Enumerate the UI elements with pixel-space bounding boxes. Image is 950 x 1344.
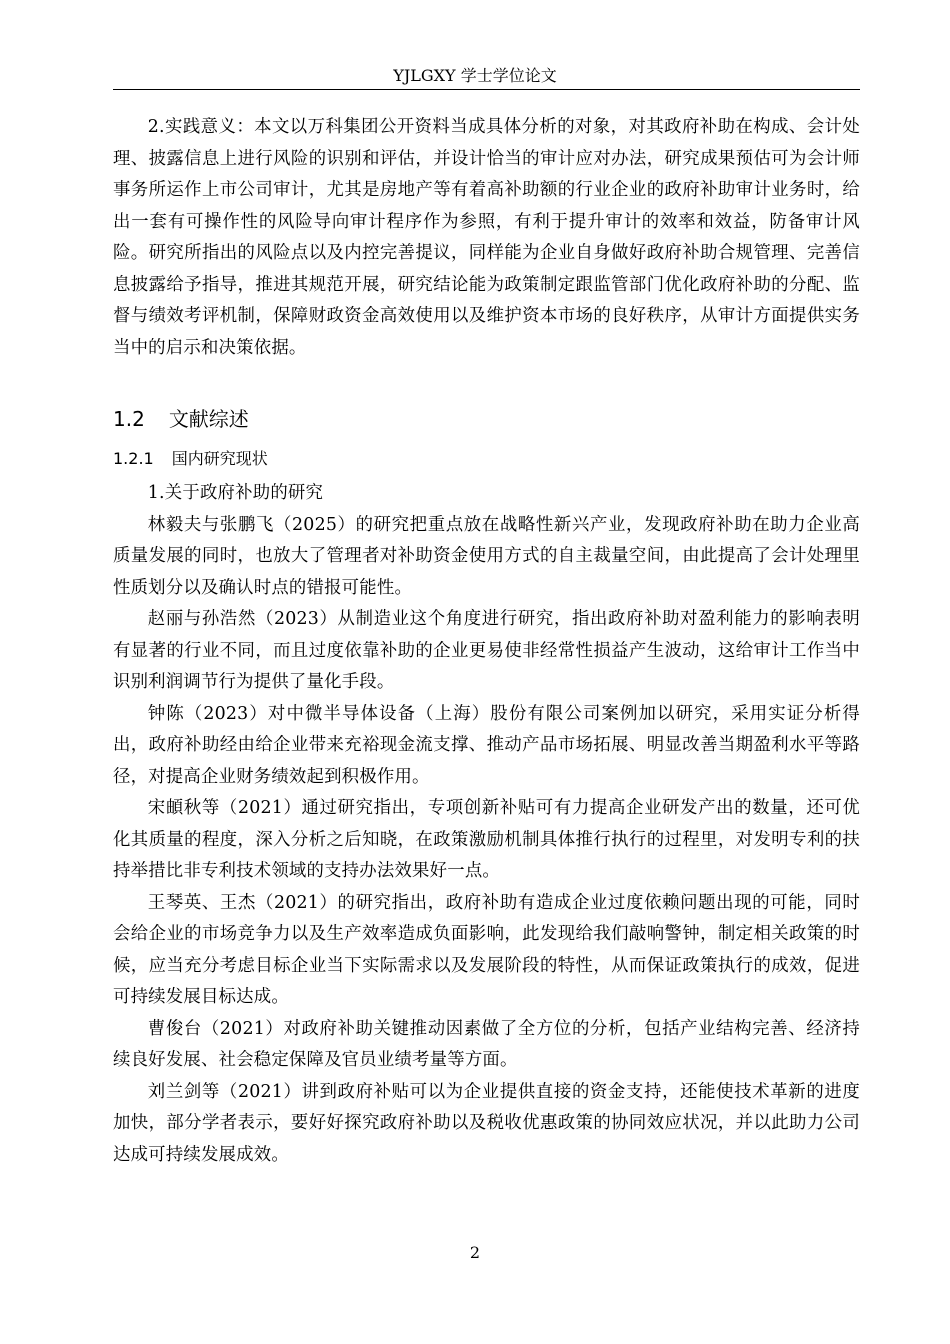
body-paragraph: 宋頔秋等（2021）通过研究指出，专项创新补贴可有力提高企业研发产出的数量，还可优化其质量的程度，深入分析之后知晓，在政策激励机制具体推行执行的过程里，对发明专利的扶持举措比非专利技术领域的支持办法效果好一点。 — [113, 798, 860, 881]
body-paragraph: 曹俊台（2021）对政府补助关键推动因素做了全方位的分析，包括产业结构完善、经济持续良好发展、社会稳定保障及官员业绩考量等方面。 — [113, 1018, 860, 1070]
practical-significance-paragraph: 2.实践意义：本文以万科集团公开资料当成具体分析的对象，对其政府补助在构成、会计处理、披露信息上进行风险的识别和评估，并设计恰当的审计应对办法，研究成果预估可为会计师事务所运作上市公司审计，尤其是房地产等有着高补助额的行业企业的政府补助审计业务时，给出一套有可操作性的风险导向审计程序作为参照，有利于提升审计的效率和效益，防备审计风险。研究所指出的风险点以及内控完善提议，同样能为企业自身做好政府补助合规管理、完善信息披露给予指导，推进其规范开展，研究结论能为政策制定跟监管部门优化政府补助的分配、监督与绩效考评机制，保障财政资金高效使用以及维护资本市场的良好秩序，从审计方面提供实务当中的启示和决策依据。 — [113, 117, 860, 358]
body-paragraph: 赵丽与孙浩然（2023）从制造业这个角度进行研究，指出政府补助对盈利能力的影响表明有显著的行业不同，而且过度依靠补助的企业更易使非经常性损益产生波动，这给审计工作当中识别利润调节行为提供了量化手段。 — [113, 609, 860, 692]
topic-heading-paragraph: 1.关于政府补助的研究 — [147, 483, 324, 503]
body-paragraph: 林毅夫与张鹏飞（2025）的研究把重点放在战略性新兴产业，发现政府补助在助力企业高质量发展的同时，也放大了管理者对补助资金使用方式的自主裁量空间，由此提高了会计处理里性质划分以及确认时点的错报可能性。 — [113, 514, 860, 598]
subsection-title: 国内研究现状 — [171, 449, 268, 468]
body-paragraph: 刘兰剑等（2021）讲到政府补贴可以为企业提供直接的资金支持，还能使技术革新的进度加快，部分学者表示，要好好探究政府补助以及税收优惠政策的协同效应状况，并以此助力公司达成可持续发展成效。 — [113, 1081, 860, 1165]
subsection-number: 1.2.1 — [113, 449, 154, 468]
section-number: 1.2 — [113, 407, 145, 431]
body-paragraph: 钟陈（2023）对中微半导体设备（上海）股份有限公司案例加以研究，采用实证分析得出，政府补助经由给企业带来充裕现金流支撑、推动产品市场拓展、明显改善当期盈利水平等路径，对提高企业财务绩效起到积极作用。 — [113, 703, 860, 787]
body-paragraph: 王琴英、王杰（2021）的研究指出，政府补助有造成企业过度依赖问题出现的可能，同时会给企业的市场竞争力以及生产效率造成负面影响，此发现给我们敲响警钟，制定相关政策的时候，应当充分考虑目标企业当下实际需求以及发展阶段的特性，从而保证政策执行的成效，促进可持续发展目标达成。 — [113, 892, 860, 1007]
section-title: 文献综述 — [168, 407, 249, 431]
page-number: 2 — [469, 1243, 481, 1262]
header-divider — [113, 89, 860, 90]
running-header: YJLGXY 学士学位论文 — [393, 66, 557, 85]
section-heading — [113, 404, 860, 434]
subsection-heading — [113, 446, 860, 472]
page-body — [113, 112, 860, 1171]
